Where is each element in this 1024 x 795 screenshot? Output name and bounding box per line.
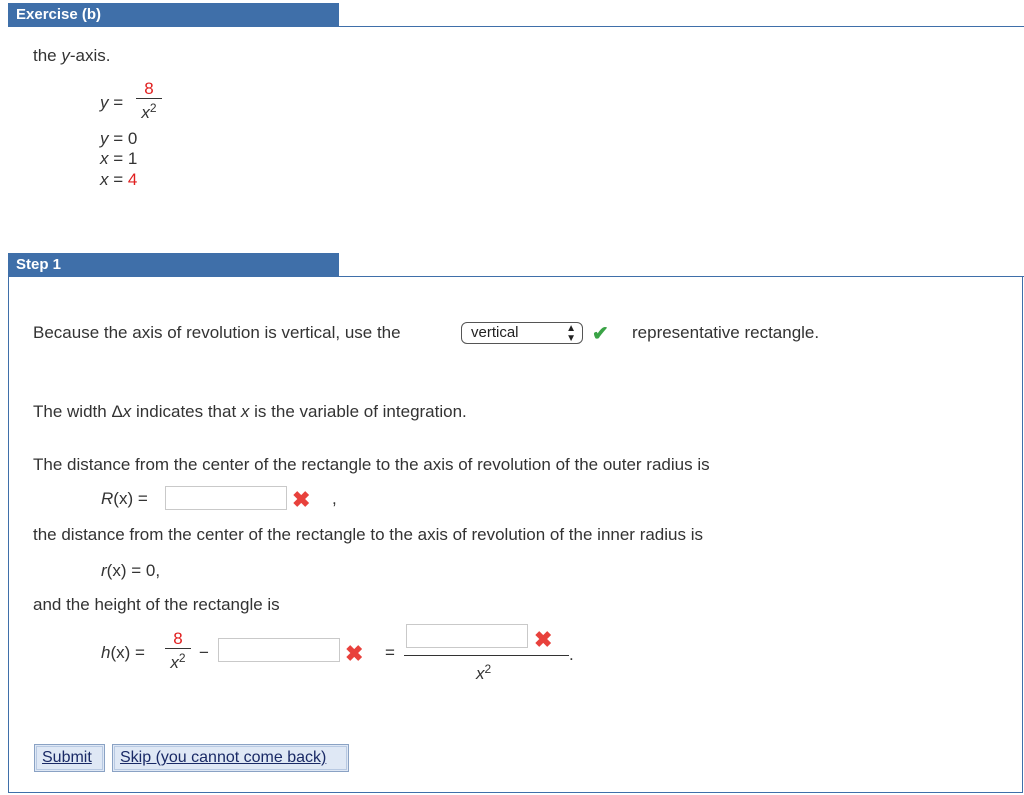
x-mark-icon: ✖ — [292, 487, 311, 512]
x-mark-icon: ✖ — [345, 641, 364, 666]
minus-sign: − — [199, 643, 209, 662]
sentence-inner-radius: the distance from the center of the rectangle to the axis of revolution of the inner radius is — [33, 525, 703, 544]
height-label: h(x) = — [101, 643, 145, 662]
fraction-8-over-x2: 8 $x^2$ — [136, 80, 162, 122]
outer-radius-label: R(x) = — [101, 489, 148, 508]
height-denominator: $x^2$ — [476, 662, 492, 683]
sentence-height: and the height of the rectangle is — [33, 595, 280, 614]
sentence-width-delta-x: The width Δx indicates that x is the variable of integration. — [33, 402, 467, 421]
height-numerator-input[interactable] — [406, 624, 528, 648]
equation-x-eq-4: x = 4 — [100, 170, 138, 189]
sentence-outer-radius: The distance from the center of the rectangle to the axis of revolution of the outer radius is — [33, 455, 710, 474]
height-fraction-8-over-x2: 8 $x^2$ — [165, 630, 191, 672]
step-tab: Step 1 — [8, 253, 339, 277]
fraction-bar — [404, 655, 569, 656]
exercise-tab: Exercise (b) — [8, 3, 339, 27]
sentence-axis-vertical: Because the axis of revolution is vertical, use the — [33, 323, 401, 342]
height-subtract-input[interactable] — [218, 638, 340, 662]
inner-radius-value: r(x) = 0, — [101, 561, 161, 580]
rectangle-orientation-select[interactable] — [461, 322, 583, 344]
equals-sign: = — [385, 643, 395, 662]
exercise-tab-rule — [339, 26, 1024, 27]
check-icon: ✔ — [592, 323, 609, 345]
skip-button[interactable]: Skip (you cannot come back) — [112, 744, 349, 772]
equation-y-eq-fraction: y = — [100, 93, 124, 112]
sentence-representative-rectangle: representative rectangle. — [632, 323, 820, 342]
select-value: vertical — [471, 324, 519, 341]
comma: , — [332, 489, 337, 508]
submit-button[interactable]: Submit — [34, 744, 105, 772]
x-mark-icon: ✖ — [534, 627, 553, 652]
period: . — [569, 645, 574, 664]
intro-text: the y-axis. — [33, 46, 111, 65]
up-down-arrows-icon: ▲ ▼ — [566, 323, 576, 344]
outer-radius-input[interactable] — [165, 486, 287, 510]
equation-x-eq-1: x = 1 — [100, 149, 138, 168]
equation-y-eq-0: y = 0 — [100, 129, 138, 148]
